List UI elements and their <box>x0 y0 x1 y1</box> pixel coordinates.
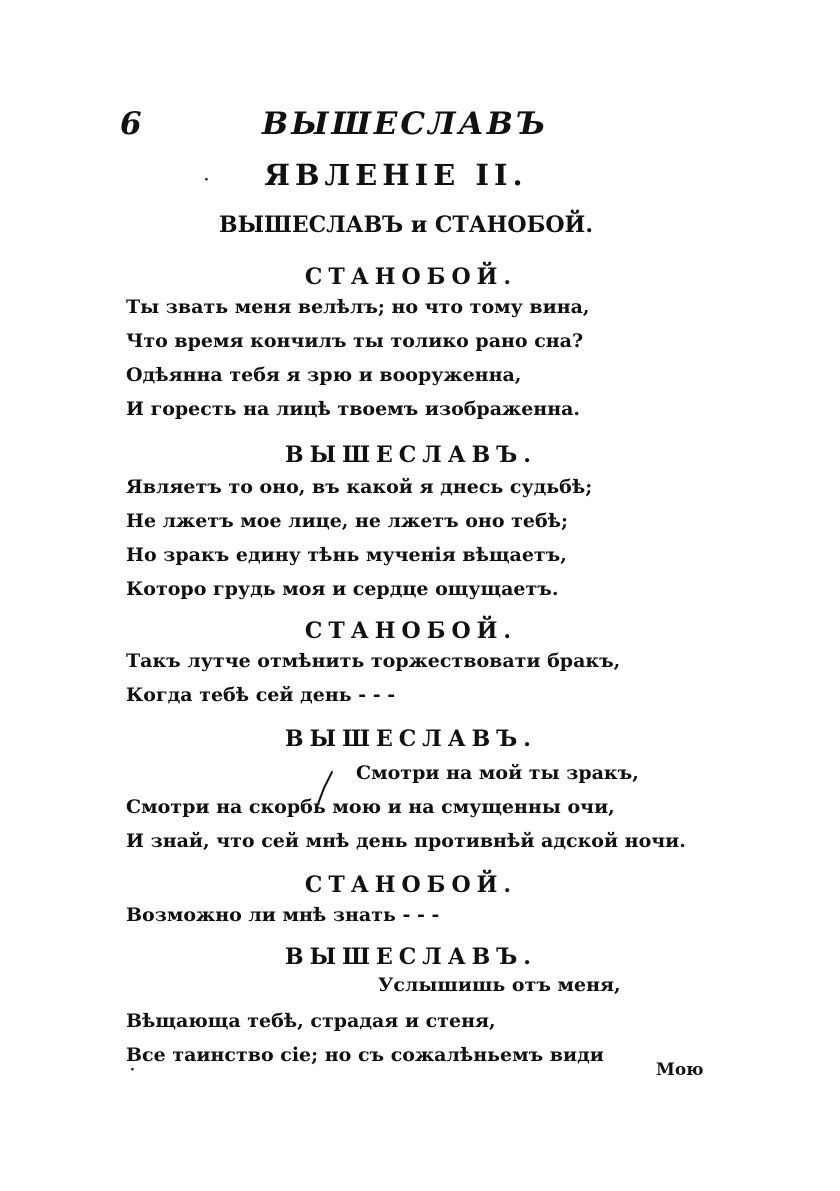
verse-line: И знай, что сей мнѣ день противнѣй адской ночи. <box>126 830 686 852</box>
verse-line: Когда тебѣ сей день - - - <box>126 684 396 706</box>
verse-line: Являетъ то оно, въ какой я днесь судьбѣ; <box>126 476 593 498</box>
cast-line: ВЫШЕСЛАВЪ и СТАНОБОЙ. <box>218 212 593 238</box>
speaker-heading: СТАНОБОЙ. <box>304 264 518 290</box>
speaker-heading: ВЫШЕСЛАВЪ. <box>285 726 537 752</box>
verse-line: Такъ лутче отмѣнить торжествовати бракъ, <box>126 650 621 672</box>
speaker-heading: СТАНОБОЙ. <box>304 618 518 644</box>
verse-line: Все таинство сіе; но съ сожалѣньемъ види <box>126 1044 604 1066</box>
speaker-heading: ВЫШЕСЛАВЪ. <box>285 944 537 970</box>
verse-line: Одѣянна тебя я зрю и вооруженна, <box>126 364 522 386</box>
verse-line: Но зракъ едину тѣнь мученія вѣщаетъ, <box>126 544 567 566</box>
verse-line: Возможно ли мнѣ знать - - - <box>126 904 440 926</box>
verse-line: Смотри на мой ты зракъ, <box>356 762 639 784</box>
verse-line: Не лжетъ мое лице, не лжетъ оно тебѣ; <box>126 510 569 532</box>
page-number: 6 <box>120 106 142 142</box>
catchword: Мою <box>656 1060 704 1080</box>
verse-line: Услышишь отъ меня, <box>378 974 621 996</box>
verse-line: Вѣщающа тебѣ, страдая и стеня, <box>126 1010 496 1032</box>
scene-heading: ЯВЛЕНІЕ II. <box>264 158 528 192</box>
verse-line: Которо грудь моя и сердце ощущаетъ. <box>126 578 559 600</box>
verse-line: И горесть на лицѣ твоемъ изображенна. <box>126 398 581 420</box>
running-head: ВЫШЕСЛАВЪ <box>262 106 549 142</box>
verse-line: Ты звать меня велѣлъ; но что тому вина, <box>126 296 590 318</box>
ink-speck: · <box>204 172 209 188</box>
speaker-heading: ВЫШЕСЛАВЪ. <box>285 442 537 468</box>
verse-line: Что время кончилъ ты толико рано сна? <box>126 330 584 352</box>
ink-speck: · <box>130 1062 135 1078</box>
verse-line: Смотри на скорбь мою и на смущенны очи, <box>126 796 615 818</box>
speaker-heading: СТАНОБОЙ. <box>304 872 518 898</box>
